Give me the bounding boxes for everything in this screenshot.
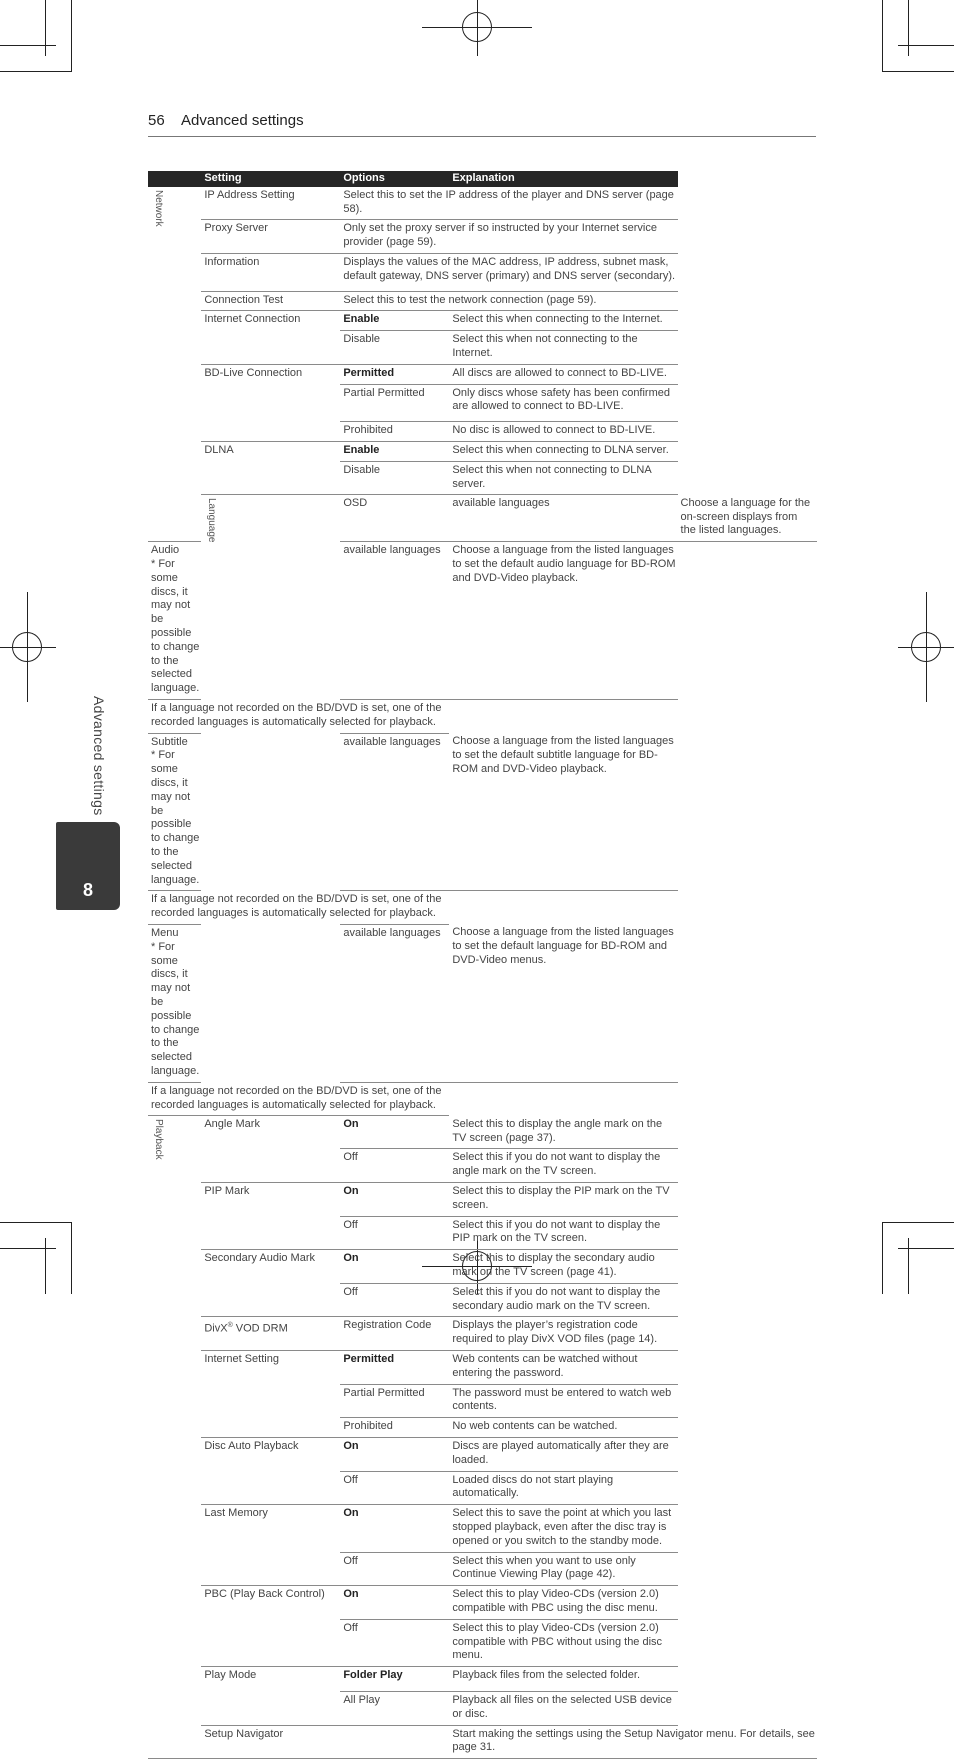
footnote: If a language not recorded on the BD/DVD is set, one of the recorded languages is automatically selected for playback. (148, 700, 449, 734)
crop-mark (908, 1238, 909, 1294)
setting-name (148, 733, 201, 891)
table-row (148, 1505, 817, 1552)
category-label: Playback (152, 1119, 164, 1160)
settings-table (148, 171, 817, 1759)
setting-name: Information (201, 253, 340, 291)
crop-mark (908, 0, 909, 56)
column-header: Explanation (449, 171, 677, 187)
explanation: Loaded discs do not start playing automatically. (449, 1471, 677, 1505)
table-row (148, 1250, 817, 1284)
crop-mark (882, 0, 883, 72)
explanation: Select this to test the network connection (page 59). (340, 291, 677, 311)
table-row (148, 311, 817, 331)
footnote: If a language not recorded on the BD/DVD is set, one of the recorded languages is automatically selected for playback. (148, 1082, 449, 1116)
table-row (148, 1183, 817, 1217)
column-header: Options (340, 171, 449, 187)
option: On (343, 1439, 359, 1452)
explanation: Only set the proxy server if so instructed by your Internet service provider (page 59). (340, 220, 677, 254)
option: Prohibited (340, 1418, 449, 1438)
explanation: Select this to save the point at which you last stopped playback, even after the disc tray is opened or you switch to the standby mode. (449, 1505, 677, 1552)
table-row (148, 1317, 817, 1351)
explanation: Select this when not connecting to the Internet. (449, 331, 677, 365)
table-row (148, 1667, 817, 1692)
setting-note: * For some discs, it may not be possible to change to the selected language. (151, 940, 200, 1077)
option: On (343, 1507, 359, 1520)
explanation: Displays the values of the MAC address, IP address, subnet mask, default gateway, DNS server (primary) and DNS server (secondary). (340, 253, 677, 291)
table-row (148, 441, 817, 461)
option: Off (340, 1619, 449, 1666)
table-row (148, 1437, 817, 1471)
explanation: Choose a language for the on-screen displays from the listed languages. (678, 495, 817, 542)
setting-name: Connection Test (201, 291, 340, 311)
option: On (343, 1588, 359, 1601)
crop-mark (71, 1222, 72, 1294)
explanation: Select this when connecting to the Internet. (449, 311, 677, 331)
explanation: Select this to display the PIP mark on the TV screen. (449, 1183, 677, 1217)
option: Enable (343, 443, 380, 456)
option: Disable (340, 461, 449, 495)
explanation: Select this when you want to use only Continue Viewing Play (page 42). (449, 1552, 677, 1586)
explanation: Choose a language from the listed languages to set the default subtitle language for BD-ROM and DVD-Video playback. (449, 733, 677, 891)
setting-name: Secondary Audio Mark (201, 1250, 340, 1317)
setting-label: Menu (151, 926, 179, 939)
option: Off (340, 1471, 449, 1505)
footnote: If a language not recorded on the BD/DVD is set, one of the recorded languages is automatically selected for playback. (148, 891, 449, 925)
setting-label: Subtitle (151, 735, 188, 748)
registered-mark: ® (227, 1322, 233, 1330)
option: On (343, 1252, 359, 1265)
category-label: Network (152, 189, 164, 227)
table-row (148, 1725, 817, 1759)
crop-mark (71, 0, 72, 72)
chapter-tab (56, 822, 120, 910)
crop-mark (882, 1222, 954, 1223)
explanation: Select this if you do not want to display the angle mark on the TV screen. (449, 1149, 677, 1183)
option: On (343, 1118, 359, 1131)
crop-mark (882, 1222, 883, 1294)
option: Disable (340, 331, 449, 365)
setting-name: OSD (340, 495, 449, 542)
crop-mark (45, 1238, 46, 1294)
explanation: Discs are played automatically after they are loaded. (449, 1437, 677, 1471)
setting-name (148, 542, 201, 700)
setting-name (201, 1317, 340, 1351)
setting-note: * For some discs, it may not be possible to change to the selected language. (151, 558, 200, 695)
explanation: Only discs whose safety has been confirmed are allowed to connect to BD-LIVE. (449, 384, 677, 422)
registration-circle (462, 12, 492, 42)
setting-name: PBC (Play Back Control) (201, 1586, 340, 1667)
explanation: Playback files from the selected folder. (449, 1667, 677, 1692)
crop-mark (0, 1222, 72, 1223)
explanation: Select this when not connecting to DLNA server. (449, 461, 677, 495)
explanation: Playback all files on the selected USB device or disc. (449, 1691, 677, 1725)
crop-mark (0, 1248, 56, 1249)
explanation: No web contents can be watched. (449, 1418, 677, 1438)
setting-label: VOD DRM (232, 1323, 288, 1336)
explanation: The password must be entered to watch web contents. (449, 1384, 677, 1418)
option: Permitted (343, 366, 395, 379)
explanation: Select this to display the secondary audio mark on the TV screen (page 41). (449, 1250, 677, 1284)
table-row (148, 220, 817, 254)
category-cell (201, 495, 340, 1116)
category-label: Language (206, 498, 218, 543)
option: available languages (340, 924, 449, 1082)
chapter-number: 8 (82, 880, 93, 900)
option: available languages (340, 542, 449, 700)
explanation: Select this when connecting to DLNA server. (449, 441, 677, 461)
crop-mark (0, 45, 56, 46)
setting-name: IP Address Setting (201, 187, 340, 220)
side-section-label: Advanced settings (91, 696, 107, 816)
setting-name: DLNA (201, 441, 340, 494)
crop-mark (898, 45, 954, 46)
explanation: Start making the settings using the Setup Navigator menu. For details, see page 31. (449, 1725, 817, 1759)
column-header: Setting (201, 171, 340, 187)
option: Registration Code (340, 1317, 449, 1351)
setting-note: * For some discs, it may not be possible to change to the selected language. (151, 749, 200, 886)
crop-mark (0, 71, 72, 72)
table-row (148, 187, 817, 220)
explanation: Select this to play Video-CDs (version 2.0) compatible with PBC without using the disc menu. (449, 1619, 677, 1666)
explanation: Choose a language from the listed languages to set the default audio language for BD-ROM and DVD-Video playback. (449, 542, 677, 700)
option: Off (340, 1149, 449, 1183)
setting-name: Internet Setting (201, 1350, 340, 1437)
setting-name: Last Memory (201, 1505, 340, 1586)
explanation: Select this to display the angle mark on the TV screen (page 37). (449, 1116, 677, 1149)
explanation: Select this if you do not want to display the PIP mark on the TV screen. (449, 1216, 677, 1250)
table-header-row (148, 171, 817, 187)
explanation: Select this to set the IP address of the player and DNS server (page 58). (340, 187, 677, 220)
setting-name: BD-Live Connection (201, 364, 340, 441)
explanation: All discs are allowed to connect to BD-LIVE. (449, 364, 677, 384)
setting-name: Proxy Server (201, 220, 340, 254)
option: available languages (340, 733, 449, 891)
category-cell (148, 187, 201, 542)
table-row (148, 364, 817, 384)
table-row (148, 291, 817, 311)
explanation: No disc is allowed to connect to BD-LIVE. (449, 422, 677, 442)
setting-name: Angle Mark (201, 1116, 340, 1183)
option: available languages (449, 495, 677, 542)
setting-name: Play Mode (201, 1667, 340, 1725)
option: Folder Play (343, 1669, 403, 1682)
table-row (148, 253, 817, 291)
setting-name: Setup Navigator (201, 1725, 449, 1759)
explanation: Web contents can be watched without entering the password. (449, 1350, 677, 1384)
crop-mark (882, 71, 954, 72)
category-cell (148, 1116, 201, 1759)
option: All Play (340, 1691, 449, 1725)
setting-name (148, 924, 201, 1082)
explanation: Select this if you do not want to display the secondary audio mark on the TV screen. (449, 1283, 677, 1317)
option: Partial Permitted (340, 384, 449, 422)
registration-circle (911, 632, 941, 662)
option: Off (340, 1216, 449, 1250)
setting-label: DivX (204, 1323, 228, 1336)
crop-mark (45, 0, 46, 56)
registration-circle (12, 632, 42, 662)
option: Enable (343, 313, 380, 326)
option: Off (340, 1552, 449, 1586)
table-row (148, 1350, 817, 1384)
setting-name: Disc Auto Playback (201, 1437, 340, 1504)
table-row (148, 1586, 817, 1620)
page-number: 56 (148, 112, 165, 129)
setting-label: Audio (151, 544, 180, 557)
table-row (148, 1116, 817, 1149)
explanation: Displays the player’s registration code required to play DivX VOD files (page 14). (449, 1317, 677, 1351)
option: Prohibited (340, 422, 449, 442)
explanation: Choose a language from the listed languages to set the default language for BD-ROM and DVD-Video menus. (449, 924, 677, 1082)
crop-mark (898, 1248, 954, 1249)
page-title: Advanced settings (181, 112, 304, 129)
option: Partial Permitted (340, 1384, 449, 1418)
page-header (148, 112, 816, 137)
option: On (343, 1185, 359, 1197)
option: Off (340, 1283, 449, 1317)
table-row (148, 495, 817, 542)
setting-name: Internet Connection (201, 311, 340, 364)
explanation: Select this to play Video-CDs (version 2.0) compatible with PBC using the disc menu. (449, 1586, 677, 1620)
option: Permitted (343, 1352, 395, 1365)
setting-name: PIP Mark (201, 1183, 340, 1250)
